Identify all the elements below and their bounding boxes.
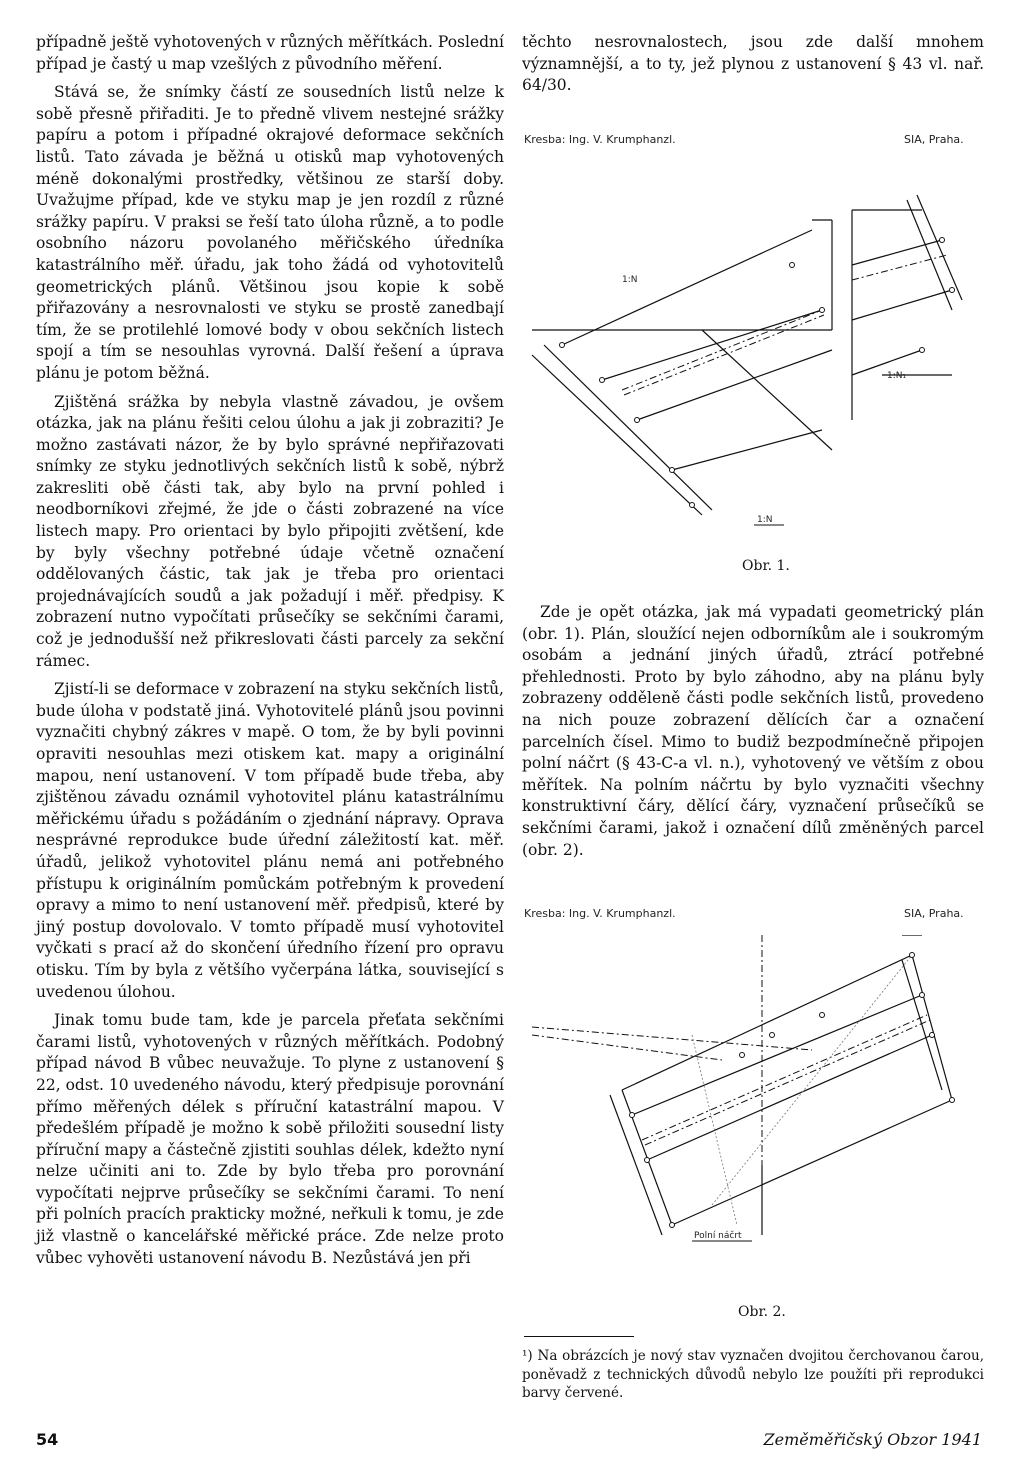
scale-label: 1:N₁	[887, 371, 907, 381]
parcel-boundary	[602, 310, 822, 380]
polni-nacrt-label: Polní náčrt	[694, 1231, 742, 1241]
paragraph: těchto nesrovnalostech, jsou zde další mnohem významnější, a to ty, jež plynou z ustanovení § 43 vl. nař. 64/30.	[522, 33, 984, 95]
figure2-caption: Obr. 2.	[738, 1304, 786, 1320]
page-number: 54	[36, 1430, 59, 1449]
figure2-credit-left: Kresba: Ing. V. Krumphanzl.	[524, 907, 676, 920]
new-boundary	[645, 1020, 930, 1145]
figure1-credit-left: Kresba: Ing. V. Krumphanzl.	[524, 133, 676, 146]
road-line	[917, 195, 962, 300]
parcel-boundary	[672, 430, 822, 470]
paragraph: Zjištěná srážka by nebyla vlastně závadou, je ovšem otázka, jak na plánu řešiti celou úlohu a jak ji zobraziti? Je možno zastávati názor, že by bylo správné nepřiřazovati snímky ze styku jednotlivých sekčních listů k sobě, nýbrž zakresliti obě části tak, aby bylo na první pohled i neodborníkovi zřejmé, že jde o části zobrazené na více listech mapy. Pro orientaci by bylo připojiti zvětšení, kde by byly všechny potřebné údaje včetně označení oddělovaných částic, tak jak je třeba pro orientaci projednávajících soudů a jak požadují i měř. předpisy. K zobrazení nutno vypočítati průsečíky se sekčními čarami, což je jednodušší než přikreslovati části parcely za sekční rámec.	[36, 392, 504, 670]
parcel-edge	[622, 955, 912, 1090]
parcel-boundary	[632, 995, 922, 1115]
right-column-mid	[522, 602, 984, 868]
parcel-boundary	[852, 290, 952, 320]
section-line-dashed	[532, 1027, 812, 1050]
right-column-top	[522, 32, 984, 104]
new-boundary	[624, 315, 824, 395]
road-line	[532, 355, 702, 515]
scale-label: 1:N	[622, 275, 638, 285]
journal-title: Zeměměřičský Obzor 1941	[763, 1430, 982, 1449]
figure2-credit-right: SIA, Praha.	[904, 907, 964, 920]
figure1-svg	[522, 150, 992, 550]
paragraph: případně ještě vyhotovených v různých měřítkách. Poslední případ je častý u map vzešlých z původního měření.	[36, 33, 504, 73]
paragraph: Stává se, že snímky částí ze sousedních listů nelze k sobě přesně přiřaditi. Je to předně vlivem nestejné srážky papíru a potom i případné okrajové deformace sekčních listů. Tato závada je běžná u otisků map vyhotovených méně dokonalými prostředky, většinou ze starší doby. Uvažujme případ, kde ve styku map je jen rozdíl z různé srážky papíru. V praksi se řeší tato úloha různě, a to podle osobního názoru povolaného měřičského úředníka katastrálního měř. úřadu, jak toho žádá od vyhotovitelů geometrických plánů. Většinou jsou kopie k sobě přiřazovány a nesrovnalosti ve styku se prostě zanedbají tím, že se protilehlé lomové body v obou sekčních listech spojí a tím se nesouhlas vyrovná. Další řešení a úprava plánu je potom běžná.	[36, 83, 504, 382]
figure2-svg	[522, 935, 992, 1305]
parcel-edge	[672, 1100, 952, 1225]
new-boundary	[622, 310, 822, 390]
new-boundary	[852, 255, 947, 280]
figure1-caption: Obr. 1.	[742, 558, 790, 574]
scale-label: 1:N	[757, 515, 773, 525]
parcel-edge	[912, 955, 952, 1100]
figure1-credit-right: SIA, Praha.	[904, 133, 964, 146]
footnote: ¹) Na obrázcích je nový stav vyznačen dvojitou čerchovanou čarou, poněvadž z technických důvodů nebylo lze použíti při reprodukci barvy červené.	[522, 1348, 984, 1401]
parcel-boundary	[562, 230, 812, 345]
construction-line	[712, 955, 912, 1205]
figure1-drawing	[522, 150, 992, 550]
road-line	[610, 1095, 662, 1235]
left-column	[36, 32, 504, 1276]
parcel-boundary	[647, 1035, 932, 1160]
construction-line	[692, 1035, 737, 1225]
paragraph: Zjistí-li se deformace v zobrazení na styku sekčních listů, bude úloha v podstatě jiná. Vyhotovitelé plánů jsou povinni vyznačiti chybný zákres v mapě. O tom, že by byli povinni opraviti nesouhlas mezi otiskem kat. mapy a originální mapou, není ustanovení. V tom případě bude třeba, aby zjištěnou závadu oznámil vyhotovitel plánu katastrálnímu měřickému úřadu s požádáním o zjednání nápravy. Oprava nesprávné reprodukce bude úřední záležitostí kat. měř. úřadů, jelikož vyhotovitel plánu nemá ani potřebného přístupu k originálním pomůckám potřebným k provedení opravy a mimo to není ustanovení měř. předpisů, které by jiný postup dovolovalo. V tomto případě musí vyhotovitel vyčkati s prací až do skončení úředního řízení pro opravu otisku. Tím by byla z většího vyčerpána látka, související s uvedenou úlohou.	[36, 680, 504, 1001]
parcel-boundary	[902, 960, 942, 1090]
footnote-rule	[524, 1336, 634, 1337]
paragraph: Jinak tomu bude tam, kde je parcela přeťata sekčními čarami listů, vyhotovených v různých měřítkách. Podobný případ návod B vůbec neuvažuje. To plyne z ustanovení § 22, odst. 10 uvedeného návodu, který předpisuje porovnání přímo měřených délek s příruční katastrální mapou. V předešlém případě je možno k sobě přiložiti sousední listy příruční mapy a částečně zjistiti souhlas délek, kdežto nyní nelze učiniti ani to. Zde by bylo třeba pro porovnání vypočítati nejprve průsečíky se sekčními čarami. To není při polních pracích prakticky možné, neřkuli k tomu, je zde již vlastně o kancelářské měřické práce. Zde nelze proto vůbec vyhověti ustanovení návodu B. Nezůstává jen při	[36, 1011, 504, 1267]
paragraph: Zde je opět otázka, jak má vypadati geometrický plán (obr. 1). Plán, sloužící nejen odborníkům ale i soukromým osobám a jednání jiných úřadů, ztrácí potřebné přehlednosti. Proto by bylo záhodno, aby na plánu byly zobrazeny odděleně části podle sekčních listů, provedeno na nich pouze zobrazení dělících čar a označení parcelních čísel. Mimo to budiž bezpodmínečně připojen polní náčrt (§ 43-C-a vl. n.), vyhotovený ve větším z obou měřítek. Na polním náčrtu by bylo vyznačiti všechny konstruktivní čáry, dělící čáry, vyznačení průsečíků se sekčními čarami, jakož i označení dílů změněných parcel (obr. 2).	[522, 603, 984, 859]
road-line	[544, 345, 712, 510]
figure2-drawing	[522, 935, 992, 1305]
new-boundary	[642, 1015, 927, 1140]
